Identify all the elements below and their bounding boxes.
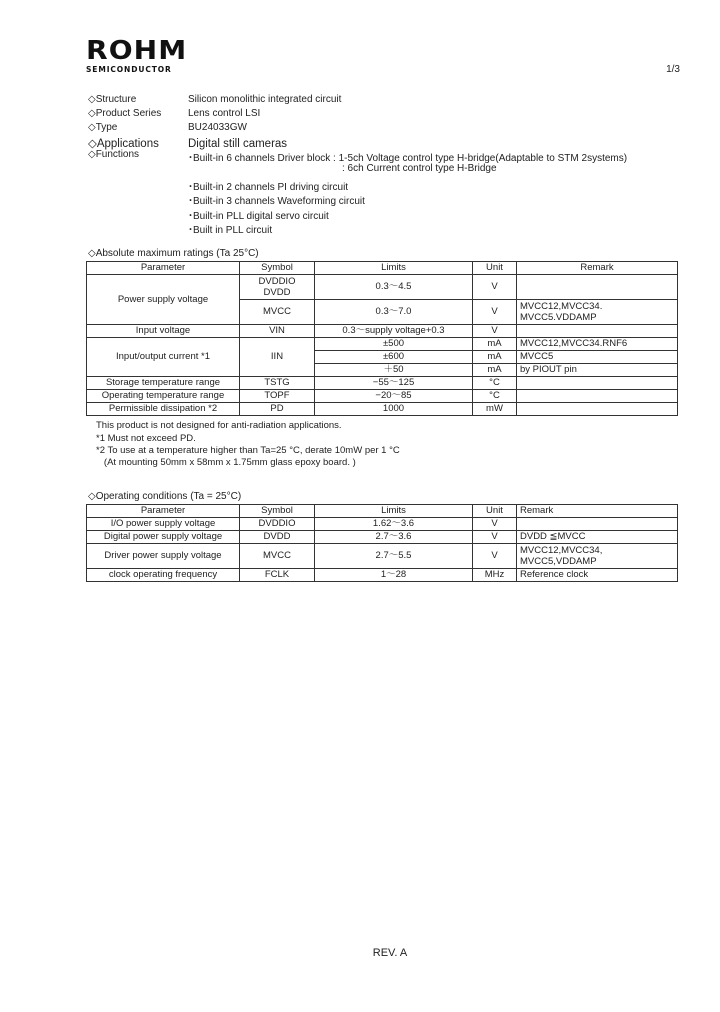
header-symbol: Symbol bbox=[240, 262, 315, 275]
unit-cell: V bbox=[473, 275, 517, 300]
table-row bbox=[87, 531, 678, 544]
unit-cell: V bbox=[473, 300, 517, 325]
unit-cell: mA bbox=[473, 351, 517, 364]
header-parameter: Parameter bbox=[87, 505, 240, 518]
remark-cell: MVCC12,MVCC34.RNF6 bbox=[517, 338, 678, 351]
symbol-cell: VIN bbox=[240, 325, 315, 338]
abs-max-title: ◇Absolute maximum ratings (Ta 25°C) bbox=[88, 248, 259, 259]
unit-cell: mA bbox=[473, 338, 517, 351]
applications-row bbox=[88, 136, 287, 150]
function-line: ･Built-in 3 channels Waveforming circuit bbox=[188, 196, 365, 207]
param-cell: Power supply voltage bbox=[87, 275, 240, 325]
rohm-logo bbox=[86, 36, 188, 74]
unit-cell: mW bbox=[473, 403, 517, 416]
function-line: ･Built-in 6 channels Driver block : 1-5ch Voltage control type H-bridge(Adaptable to STM 2systems) bbox=[188, 153, 628, 164]
table-row bbox=[87, 275, 678, 300]
function-line: ･Built-in 2 channels PI driving circuit bbox=[188, 182, 349, 193]
unit-cell: V bbox=[473, 531, 517, 544]
limit-cell: ±500 bbox=[315, 338, 473, 351]
symbol-cell: MVCC bbox=[240, 544, 315, 569]
header-parameter: Parameter bbox=[87, 262, 240, 275]
param-cell: Storage temperature range bbox=[87, 377, 240, 390]
remark-cell bbox=[517, 518, 678, 531]
remark-cell: MVCC5 bbox=[517, 351, 678, 364]
note-line: This product is not designed for anti-radiation applications. bbox=[96, 420, 342, 431]
table-header-row bbox=[87, 505, 678, 518]
remark-cell bbox=[517, 390, 678, 403]
op-cond-title: ◇Operating conditions (Ta = 25°C) bbox=[88, 491, 242, 502]
param-cell: Input/output current *1 bbox=[87, 338, 240, 377]
unit-cell: mA bbox=[473, 364, 517, 377]
symbol-cell bbox=[240, 275, 315, 300]
table-row bbox=[87, 377, 678, 390]
limit-cell: 2.7～5.5 bbox=[315, 544, 473, 569]
limit-cell: 0.3～supply voltage+0.3 bbox=[315, 325, 473, 338]
symbol-cell: TSTG bbox=[240, 377, 315, 390]
remark-line: MVCC12,MVCC34. bbox=[520, 301, 603, 312]
function-line: ･Built in PLL circuit bbox=[188, 225, 273, 236]
remark-line: MVCC12,MVCC34, bbox=[520, 545, 603, 556]
header-remark: Remark bbox=[517, 505, 678, 518]
limit-cell: 1～28 bbox=[315, 569, 473, 582]
applications-label: ◇Applications bbox=[88, 138, 159, 150]
structure-value: Silicon monolithic integrated circuit bbox=[188, 94, 342, 105]
type-label: ◇Type bbox=[88, 122, 118, 133]
unit-cell: V bbox=[473, 325, 517, 338]
remark-cell bbox=[517, 377, 678, 390]
structure-label: ◇Structure bbox=[88, 94, 137, 105]
header-symbol: Symbol bbox=[240, 505, 315, 518]
function-line: : 6ch Current control type H-Bridge bbox=[342, 163, 497, 174]
header-remark: Remark bbox=[517, 262, 678, 275]
remark-line: MVCC5.VDDAMP bbox=[520, 312, 597, 323]
remark-cell bbox=[517, 403, 678, 416]
table-row bbox=[87, 403, 678, 416]
symbol-cell: TOPF bbox=[240, 390, 315, 403]
functions-label: ◇Functions bbox=[88, 149, 140, 160]
symbol-dvdd: DVDD bbox=[263, 287, 291, 298]
revision-label: REV. A bbox=[372, 947, 408, 959]
table-row bbox=[87, 390, 678, 403]
remark-cell bbox=[517, 300, 678, 325]
limit-cell: 0.3～7.0 bbox=[315, 300, 473, 325]
header-unit: Unit bbox=[473, 262, 517, 275]
note-line: *2 To use at a temperature higher than Ta=25 °C, derate 10mW per 1 °C bbox=[96, 445, 400, 456]
limit-cell: 1000 bbox=[315, 403, 473, 416]
table-row bbox=[87, 544, 678, 569]
product-series-value: Lens control LSI bbox=[188, 108, 261, 119]
symbol-cell: DVDDIO bbox=[240, 518, 315, 531]
applications-value: Digital still cameras bbox=[188, 138, 288, 150]
symbol-cell: DVDD bbox=[240, 531, 315, 544]
note-line: *1 Must not exceed PD. bbox=[96, 433, 196, 444]
limit-cell: 0.3～4.5 bbox=[315, 275, 473, 300]
page-number: 1/3 bbox=[666, 64, 680, 75]
op-cond-table bbox=[86, 504, 678, 582]
param-cell: clock operating frequency bbox=[87, 569, 240, 582]
type-value: BU24033GW bbox=[188, 122, 247, 133]
product-series-label: ◇Product Series bbox=[88, 108, 162, 119]
remark-line: MVCC5,VDDAMP bbox=[520, 556, 597, 567]
functions-row bbox=[88, 149, 188, 160]
limit-cell: ＋50 bbox=[315, 364, 473, 377]
unit-cell: V bbox=[473, 544, 517, 569]
limit-cell: −20～85 bbox=[315, 390, 473, 403]
brand-name: ROHM bbox=[86, 36, 188, 66]
param-cell: Digital power supply voltage bbox=[87, 531, 240, 544]
remark-cell bbox=[517, 325, 678, 338]
param-cell: I/O power supply voltage bbox=[87, 518, 240, 531]
param-cell: Permissible dissipation *2 bbox=[87, 403, 240, 416]
remark-cell bbox=[517, 275, 678, 300]
param-cell: Operating temperature range bbox=[87, 390, 240, 403]
header-limits: Limits bbox=[315, 262, 473, 275]
product-series-row bbox=[88, 108, 260, 119]
function-line: ･Built-in PLL digital servo circuit bbox=[188, 211, 329, 222]
table-row bbox=[87, 338, 678, 351]
symbol-cell: FCLK bbox=[240, 569, 315, 582]
limit-cell: −55～125 bbox=[315, 377, 473, 390]
unit-cell: MHz bbox=[473, 569, 517, 582]
type-row bbox=[88, 122, 247, 133]
table-header-row bbox=[87, 262, 678, 275]
limit-cell: 1.62～3.6 bbox=[315, 518, 473, 531]
symbol-cell: IIN bbox=[240, 338, 315, 377]
remark-cell: by PIOUT pin bbox=[517, 364, 678, 377]
symbol-dvddio: DVDDIO bbox=[258, 276, 296, 287]
param-cell: Input voltage bbox=[87, 325, 240, 338]
limit-cell: 2.7～3.6 bbox=[315, 531, 473, 544]
header-unit: Unit bbox=[473, 505, 517, 518]
table-row bbox=[87, 569, 678, 582]
remark-cell: DVDD ≦MVCC bbox=[517, 531, 678, 544]
note-line: (At mounting 50mm x 58mm x 1.75mm glass epoxy board. ) bbox=[96, 457, 356, 468]
brand-subtitle: SEMICONDUCTOR bbox=[86, 65, 172, 74]
symbol-cell: MVCC bbox=[240, 300, 315, 325]
remark-cell bbox=[517, 544, 678, 569]
param-cell: Driver power supply voltage bbox=[87, 544, 240, 569]
header-limits: Limits bbox=[315, 505, 473, 518]
structure-row bbox=[88, 94, 341, 105]
unit-cell: °C bbox=[473, 377, 517, 390]
unit-cell: °C bbox=[473, 390, 517, 403]
table-row bbox=[87, 518, 678, 531]
abs-max-table bbox=[86, 261, 678, 416]
remark-cell: Reference clock bbox=[517, 569, 678, 582]
limit-cell: ±600 bbox=[315, 351, 473, 364]
symbol-cell: PD bbox=[240, 403, 315, 416]
unit-cell: V bbox=[473, 518, 517, 531]
table-row bbox=[87, 325, 678, 338]
